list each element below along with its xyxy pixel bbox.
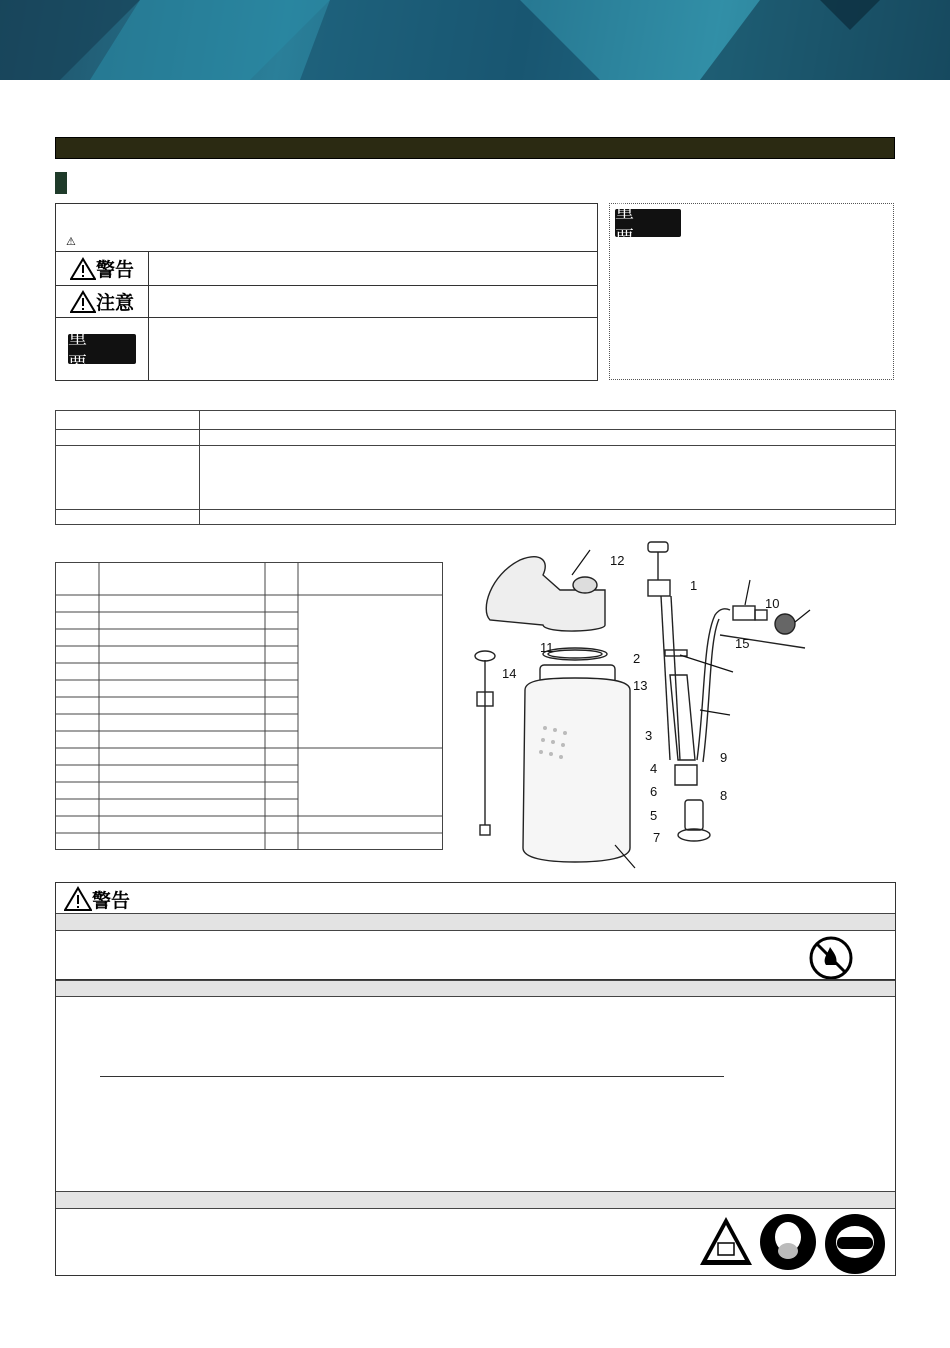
sprayer-illustration	[465, 530, 825, 870]
spec-cell	[56, 430, 200, 446]
part-label: 3	[645, 728, 653, 743]
warning-section-label-text: 警告	[92, 889, 131, 912]
warning-section	[55, 882, 896, 1276]
part-label: 15	[735, 636, 750, 651]
warning-label	[56, 252, 148, 285]
warning-triangle-icon	[70, 257, 96, 281]
part-label: 11	[540, 640, 554, 655]
banner-graphic	[0, 0, 950, 80]
parts-table-grid	[55, 562, 443, 850]
parts-table	[55, 562, 443, 850]
part-label: 13	[633, 678, 648, 693]
legend-small-warning-icon: ⚠	[66, 235, 76, 248]
side-note-box	[609, 200, 894, 380]
hazard-icon	[698, 1213, 754, 1273]
no-fire-icon	[808, 935, 854, 985]
spec-cell	[200, 510, 896, 525]
part-label: 14	[502, 666, 517, 681]
caution-label-text: 注意	[95, 292, 134, 314]
part-label: 8	[720, 788, 728, 803]
part-label: 2	[633, 651, 641, 666]
spec-cell	[56, 411, 200, 430]
warning-subheader-2	[56, 980, 895, 997]
section-marker	[55, 172, 67, 194]
important-badge: 重 要	[68, 334, 136, 364]
caution-triangle-icon	[70, 290, 96, 314]
part-label: 10	[765, 596, 780, 611]
legend-box	[55, 203, 598, 381]
spec-cell	[200, 411, 896, 430]
part-label: 1	[690, 578, 698, 593]
goggles-icon	[824, 1213, 886, 1279]
header-banner	[0, 0, 950, 80]
side-important-badge: 重 要	[615, 209, 681, 237]
part-label: 12	[610, 553, 625, 568]
parts-diagram	[465, 530, 825, 870]
warning-subheader-1	[56, 913, 895, 931]
respirator-icon	[759, 1213, 817, 1275]
warning-subheader-3	[56, 1191, 895, 1209]
spec-cell	[56, 510, 200, 525]
caution-label	[56, 286, 148, 317]
underline-rule	[100, 1076, 724, 1077]
warning-triangle-icon	[64, 886, 92, 912]
part-label: 4	[650, 761, 658, 776]
warning-section-label	[64, 886, 130, 912]
spec-table	[55, 410, 896, 525]
part-label: 9	[720, 750, 728, 765]
spec-cell	[200, 446, 896, 510]
warning-label-text: 警告	[95, 259, 134, 281]
title-bar	[55, 137, 895, 159]
part-label: 6	[650, 784, 658, 799]
part-label: 5	[650, 808, 658, 823]
part-label: 7	[653, 830, 661, 845]
spec-cell	[200, 430, 896, 446]
spec-cell	[56, 446, 200, 510]
